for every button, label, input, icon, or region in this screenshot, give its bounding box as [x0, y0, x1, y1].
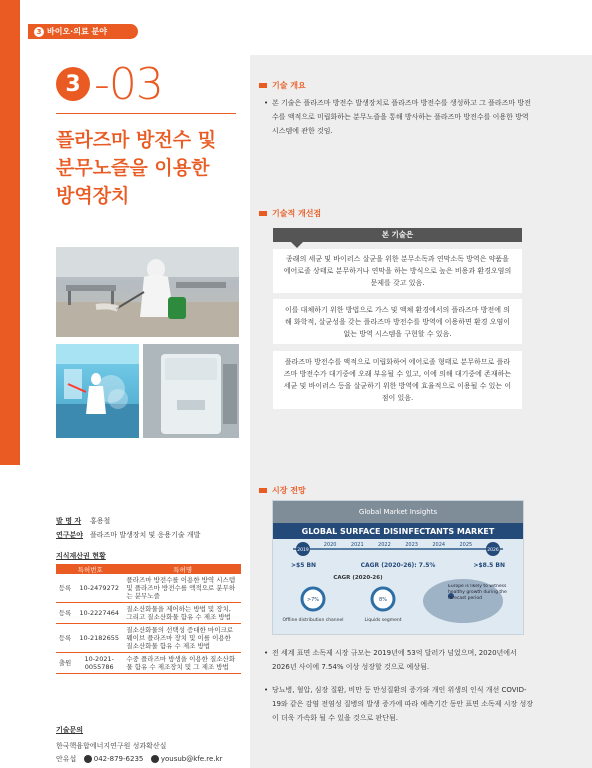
patent-status: 등록: [56, 574, 74, 603]
market-year-label: 2024: [432, 542, 446, 548]
box-title: 본 기술은: [273, 228, 522, 242]
market-bullet-1: • 전 세계 표면 소독제 시장 규모는 2019년에 53억 달러가 넘었으며, 2020년에서 2026년 사이에 7.54% 이상 성장할 것으로 예상됨.: [264, 649, 517, 671]
title-divider: [56, 113, 236, 114]
field-label: 연구분야: [56, 531, 84, 539]
market-pct2: 8%: [379, 597, 387, 603]
patent-number: 10-2021-0055786: [74, 653, 124, 674]
contact-title: 기술문의: [56, 726, 84, 734]
contact-person: 안유섭: [56, 755, 77, 763]
photo-device: [143, 344, 239, 438]
contact-info: [56, 725, 222, 764]
field-value: 플라즈마 발생장치 및 응용기술 개발: [90, 531, 201, 539]
overview-bullet: • 본 기술은 플라즈마 방전수 발생장치로 플라즈마 방전수를 생성하고 그 플라즈마 방전수를 액적으로 미립화하는 분무노즐을 통해 방사하는 플라즈마 방전수를 이용한 방역 시스템에 관한 것임.: [264, 99, 531, 135]
email-icon: [151, 755, 159, 763]
market-years: [297, 542, 499, 553]
table-row: [56, 574, 241, 603]
improve-text-2: 이를 대체하기 위한 방법으로 가스 및 액체 환경에서의 플라즈마 방전에 의해 화학적, 살균성을 갖는 플라즈마 방전수를 방역에 이용하면 환경 오염이 없는 방역 시스템을 구현할 수 있음.: [284, 305, 511, 338]
market-infographic-svg: [273, 501, 523, 634]
market-brand: Global Market Insights: [358, 508, 438, 516]
patent-number: 10-2479272: [74, 574, 124, 603]
category-label: 바이오·의료 분야: [47, 27, 107, 36]
photo-spray-svg: [56, 344, 139, 438]
inventor-row: [56, 516, 241, 526]
left-accent-bar: [0, 0, 20, 465]
patent-table: [56, 564, 241, 674]
section-circle-number: 3: [56, 67, 90, 101]
overview-text: 본 기술은 플라즈마 방전수 발생장치로 플라즈마 방전수를 생성하고 그 플라즈마 방전수를 액적으로 미립화하는 분무노즐을 통해 방사하는 플라즈마 방전수를 이용한 방역 시스템에 관한 것임.: [272, 99, 531, 135]
table-row: [56, 624, 241, 653]
heading-marker: [259, 488, 267, 493]
patent-name: 질소산화물의 선택성 증대한 마이크로웨이브 플라즈마 장치 및 이를 이용한 질소산화물 함유 수 제조 방법: [124, 624, 241, 653]
contact-email[interactable]: yousub@kfe.re.kr: [160, 755, 223, 763]
market-year-label: 2023: [405, 542, 418, 548]
market-pct1: >7%: [306, 597, 320, 603]
market-year-label: 2022: [378, 542, 391, 548]
improve-box-1: [273, 249, 522, 293]
overview-heading: [259, 80, 306, 91]
heading-marker: [259, 211, 267, 216]
contact-phone[interactable]: 042-879-6235: [93, 755, 144, 763]
improve-box-2: [273, 299, 522, 344]
market-cagr: CAGR (2020-26): 7.5%: [360, 562, 436, 569]
patent-status: 등록: [56, 624, 74, 653]
title-line-1: 플라즈마 방전수 및: [56, 129, 217, 151]
category-tag: [28, 24, 138, 39]
patent-name: 플라즈마 방전수를 이용한 방역 시스템 및 플라즈마 방전수를 액적으로 분무하는 분무노즐: [124, 574, 241, 603]
improve-text-3: 플라즈마 방전수를 액적으로 미립화하여 에어로졸 형태로 분무하므로 플라즈마 방전수가 대기중에 오래 부유될 수 있고, 이에 의해 대기중에 존재하는 세균 및 바이러스 등을 살균하기 위한 방역에 효율적으로 이용될 수 있는 이점이 있음.: [283, 358, 512, 402]
page-title: [56, 126, 241, 210]
title-line-3: 방역장치: [56, 185, 130, 207]
title-line-2: 분무노즐을 이용한: [56, 157, 210, 179]
patent-name: 수중 플라즈마 방생을 이용한 질소산화물 함유 수 제조장치 및 그 제조 방법: [124, 653, 241, 674]
table-row: [56, 653, 241, 674]
patent-header-no: 특허번호: [56, 564, 124, 574]
market-right-value: >$8.5 BN: [473, 562, 505, 569]
photo-disinfection-svg: [56, 247, 239, 337]
patent-number: 10-2227464: [74, 603, 124, 624]
photo-disinfection-worker: [56, 247, 239, 337]
category-number: 3: [34, 27, 44, 37]
contact-line: [56, 754, 222, 764]
patent-status: 등록: [56, 603, 74, 624]
market-headline: GLOBAL SURFACE DISINFECTANTS MARKET: [301, 527, 495, 536]
market-label2: Liquids segment: [364, 618, 402, 623]
improve-box-3: [273, 351, 522, 409]
market-label1: Offline distribution channel: [282, 618, 344, 623]
photo-spray-illustration: [56, 344, 139, 438]
improve-text-1: 종래의 세균 및 바이러스 살균을 위한 분무소독과 연막소독 방역은 약품을 에어로졸 상태로 분무하거나 연막을 하는 방식으로 높은 비용과 환경오염의 문제를 갖고 있음.: [283, 255, 512, 287]
patent-section-title: 지식재산권 현황: [56, 552, 106, 560]
market-year-label: 2025: [459, 542, 473, 548]
market-year-label: 2021: [350, 542, 364, 548]
inventor-label: 발 명 자: [56, 517, 82, 525]
patent-name: 질소산화물을 제어하는 방법 및 장치, 그리고 질소산화물 함유 수 제조 방법: [124, 603, 241, 624]
market-infographic: [272, 500, 524, 635]
photo-device-svg: [143, 344, 239, 438]
market-year-label: 2019: [297, 548, 309, 553]
inventor-value: 홍용철: [90, 517, 111, 525]
phone-icon: [84, 755, 92, 763]
section-number: [56, 60, 163, 108]
patent-header-row: [56, 564, 241, 574]
market-cagr2: CAGR (2020-26): [333, 575, 383, 581]
box-pointer: [291, 242, 303, 248]
market-year-label: 2026: [487, 548, 499, 553]
market-heading: [259, 485, 306, 496]
market-bullet-2: • 당뇨병, 혈압, 심장 질환, 비만 등 만성질환의 증가와 개인 위생의 인식 개선 COVID-19와 같은 감염 전염성 질병의 발생 증가에 따라 예측기간 동안 표면 소독제 시장 성장이 더욱 가속화 될 수 있을 것으로 판단됨.: [264, 686, 533, 722]
inventor-info: [56, 516, 241, 544]
patent-header-name: 특허명: [124, 564, 241, 574]
contact-org: 한국핵융합에너지연구원 성과확산실: [56, 742, 167, 750]
field-row: [56, 530, 241, 540]
overview-title: 기술 개요: [272, 81, 306, 90]
market-label3: Europe is likely to witness healthy growth during the forecast period: [448, 584, 507, 601]
market-left-value: >$5 BN: [291, 562, 317, 569]
section-sub-number: -03: [94, 58, 163, 110]
market-text-1: 전 세계 표면 소독제 시장 규모는 2019년에 53억 달러가 넘었으며, 2020년에서 2026년 사이에 7.54% 이상 성장할 것으로 예상됨.: [272, 649, 517, 671]
table-row: [56, 603, 241, 624]
market-text-2: 당뇨병, 혈압, 심장 질환, 비만 등 만성질환의 증가와 개인 위생의 인식 개선 COVID-19와 같은 감염 전염성 질병의 발생 증가에 따라 예측기간 동안 표면 소독제 시장 성장이 더욱 가속화 될 수 있을 것으로 판단됨.: [272, 686, 533, 722]
improve-title: 기술적 개선점: [272, 209, 322, 218]
patent-number: 10-2182655: [74, 624, 124, 653]
improve-heading: [259, 208, 321, 219]
market-title: 시장 전망: [272, 486, 306, 495]
market-year-label: 2020: [323, 542, 337, 548]
patent-status: 출원: [56, 653, 74, 674]
heading-marker: [259, 83, 267, 88]
